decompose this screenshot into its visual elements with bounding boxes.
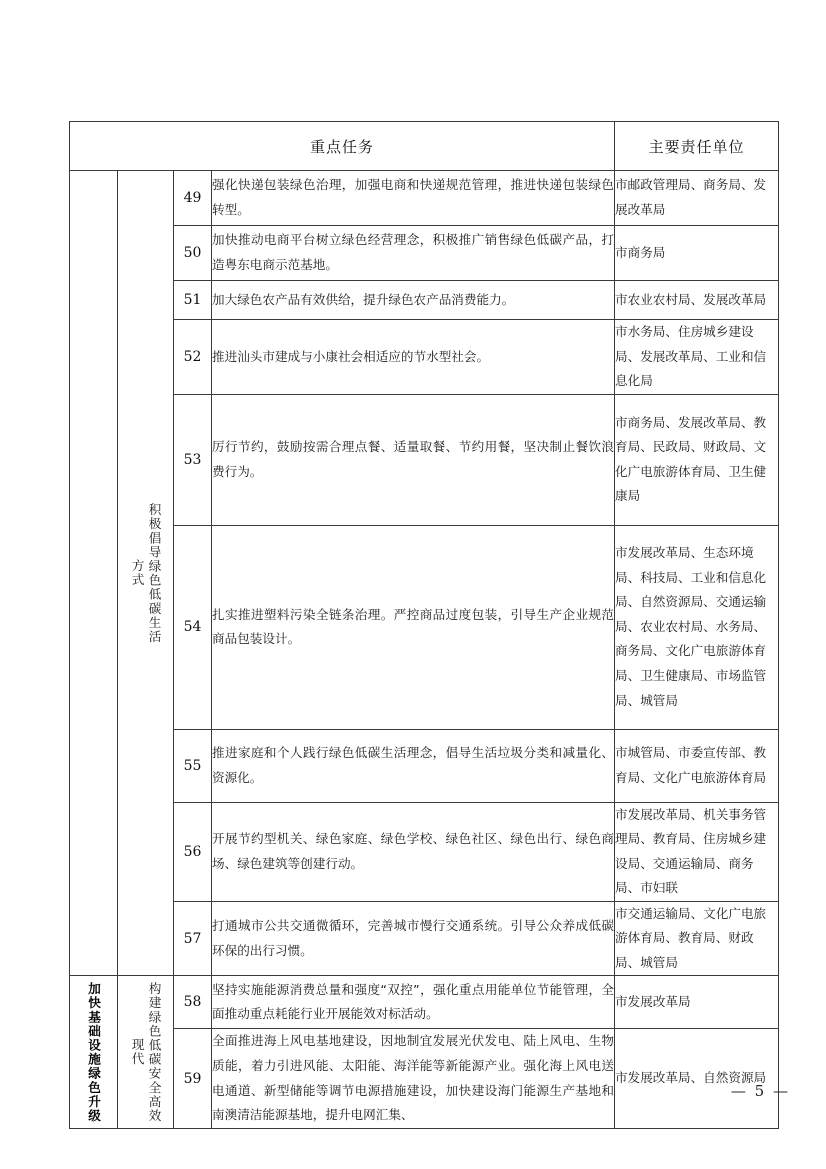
- table-row: [70, 171, 779, 226]
- category-cell-infrastructure: [70, 976, 118, 1128]
- org-text: 市商务局: [615, 226, 779, 281]
- org-text: 市发展改革局、自然资源局: [615, 1029, 779, 1128]
- row-number: 54: [174, 525, 212, 729]
- org-text: 市水务局、住房城乡建设局、发展改革局、工业和信息化局: [615, 320, 779, 395]
- row-number: 49: [174, 171, 212, 226]
- org-text: 市农业农村局、发展改革局: [615, 281, 779, 320]
- org-text: 市交通运输局、文化广电旅游体育局、教育局、财政局、城管局: [615, 901, 779, 976]
- org-text: 市发展改革局、机关事务管理局、教育局、住房城乡建设局、交通运输局、商务局、市妇联: [615, 802, 779, 901]
- table-row: [70, 976, 779, 1029]
- key-tasks-table: [69, 121, 779, 1129]
- table-row: [70, 320, 779, 395]
- org-text: 市发展改革局、生态环境局、科技局、工业和信息化局、自然资源局、交通运输局、农业农村局、水务局、商务局、文化广电旅游体育局、卫生健康局、市场监管局、城管局: [615, 525, 779, 729]
- row-number: 51: [174, 281, 212, 320]
- task-text: 坚持实施能源消费总量和强度“双控”，强化重点用能单位节能管理，全面推动重点耗能行业开展能效对标活动。: [212, 976, 615, 1029]
- task-table-wrapper: [69, 121, 778, 1129]
- subcategory-cell-green-lifestyle: [118, 171, 174, 976]
- task-text: 打通城市公共交通微循环，完善城市慢行交通系统。引导公众养成低碳环保的出行习惯。: [212, 901, 615, 976]
- table-row: [70, 802, 779, 901]
- table-row: [70, 281, 779, 320]
- header-key-tasks: 重点任务: [70, 122, 615, 171]
- org-text: 市商务局、发展改革局、教育局、民政局、财政局、文化广电旅游体育局、卫生健康局: [615, 394, 779, 525]
- row-number: 57: [174, 901, 212, 976]
- header-responsible-units: 主要责任单位: [615, 122, 779, 171]
- table-header-row: [70, 122, 779, 171]
- row-number: 55: [174, 729, 212, 802]
- table-row: [70, 729, 779, 802]
- row-number: 53: [174, 394, 212, 525]
- row-number: 56: [174, 802, 212, 901]
- row-number: 50: [174, 226, 212, 281]
- task-text: 强化快递包装绿色治理，加强电商和快递规范管理，推进快递包装绿色转型。: [212, 171, 615, 226]
- task-text: 全面推进海上风电基地建设，因地制宜发展光伏发电、陆上风电、生物质能，着力引进风能、太阳能、海洋能等新能源产业。强化海上风电送电通道、新型储能等调节电源措施建设，加快建设海门能源生产基地和南澳清洁能源基地，提升电网汇集、: [212, 1029, 615, 1128]
- subcategory-label: 积极倡导绿色低碳生活方式: [129, 502, 162, 644]
- table-row: [70, 901, 779, 976]
- row-number: 59: [174, 1029, 212, 1128]
- category-label: 加快基础设施绿色升级: [86, 981, 101, 1123]
- task-text: 加快推动电商平台树立绿色经营理念，积极推广销售绿色低碳产品，打造粤东电商示范基地。: [212, 226, 615, 281]
- subcategory-label: 构建绿色低碳安全高效现代: [129, 981, 162, 1123]
- task-text: 推进家庭和个人践行绿色低碳生活理念，倡导生活垃圾分类和减量化、资源化。: [212, 729, 615, 802]
- row-number: 52: [174, 320, 212, 395]
- org-text: 市邮政管理局、商务局、发展改革局: [615, 171, 779, 226]
- task-text: 扎实推进塑料污染全链条治理。严控商品过度包装，引导生产企业规范商品包装设计。: [212, 525, 615, 729]
- org-text: 市城管局、市委宣传部、教育局、文化广电旅游体育局: [615, 729, 779, 802]
- category-cell-blank: [70, 171, 118, 976]
- task-text: 厉行节约，鼓励按需合理点餐、适量取餐、节约用餐，坚决制止餐饮浪费行为。: [212, 394, 615, 525]
- page-number: — 5 —: [730, 1082, 790, 1100]
- org-text: 市发展改革局: [615, 976, 779, 1029]
- table-row: [70, 525, 779, 729]
- table-row: [70, 226, 779, 281]
- task-text: 推进汕头市建成与小康社会相适应的节水型社会。: [212, 320, 615, 395]
- task-text: 开展节约型机关、绿色家庭、绿色学校、绿色社区、绿色出行、绿色商场、绿色建筑等创建行动。: [212, 802, 615, 901]
- task-text: 加大绿色农产品有效供给，提升绿色农产品消费能力。: [212, 281, 615, 320]
- row-number: 58: [174, 976, 212, 1029]
- subcategory-cell-modern-energy: [118, 976, 174, 1128]
- table-row: [70, 394, 779, 525]
- table-row: [70, 1029, 779, 1128]
